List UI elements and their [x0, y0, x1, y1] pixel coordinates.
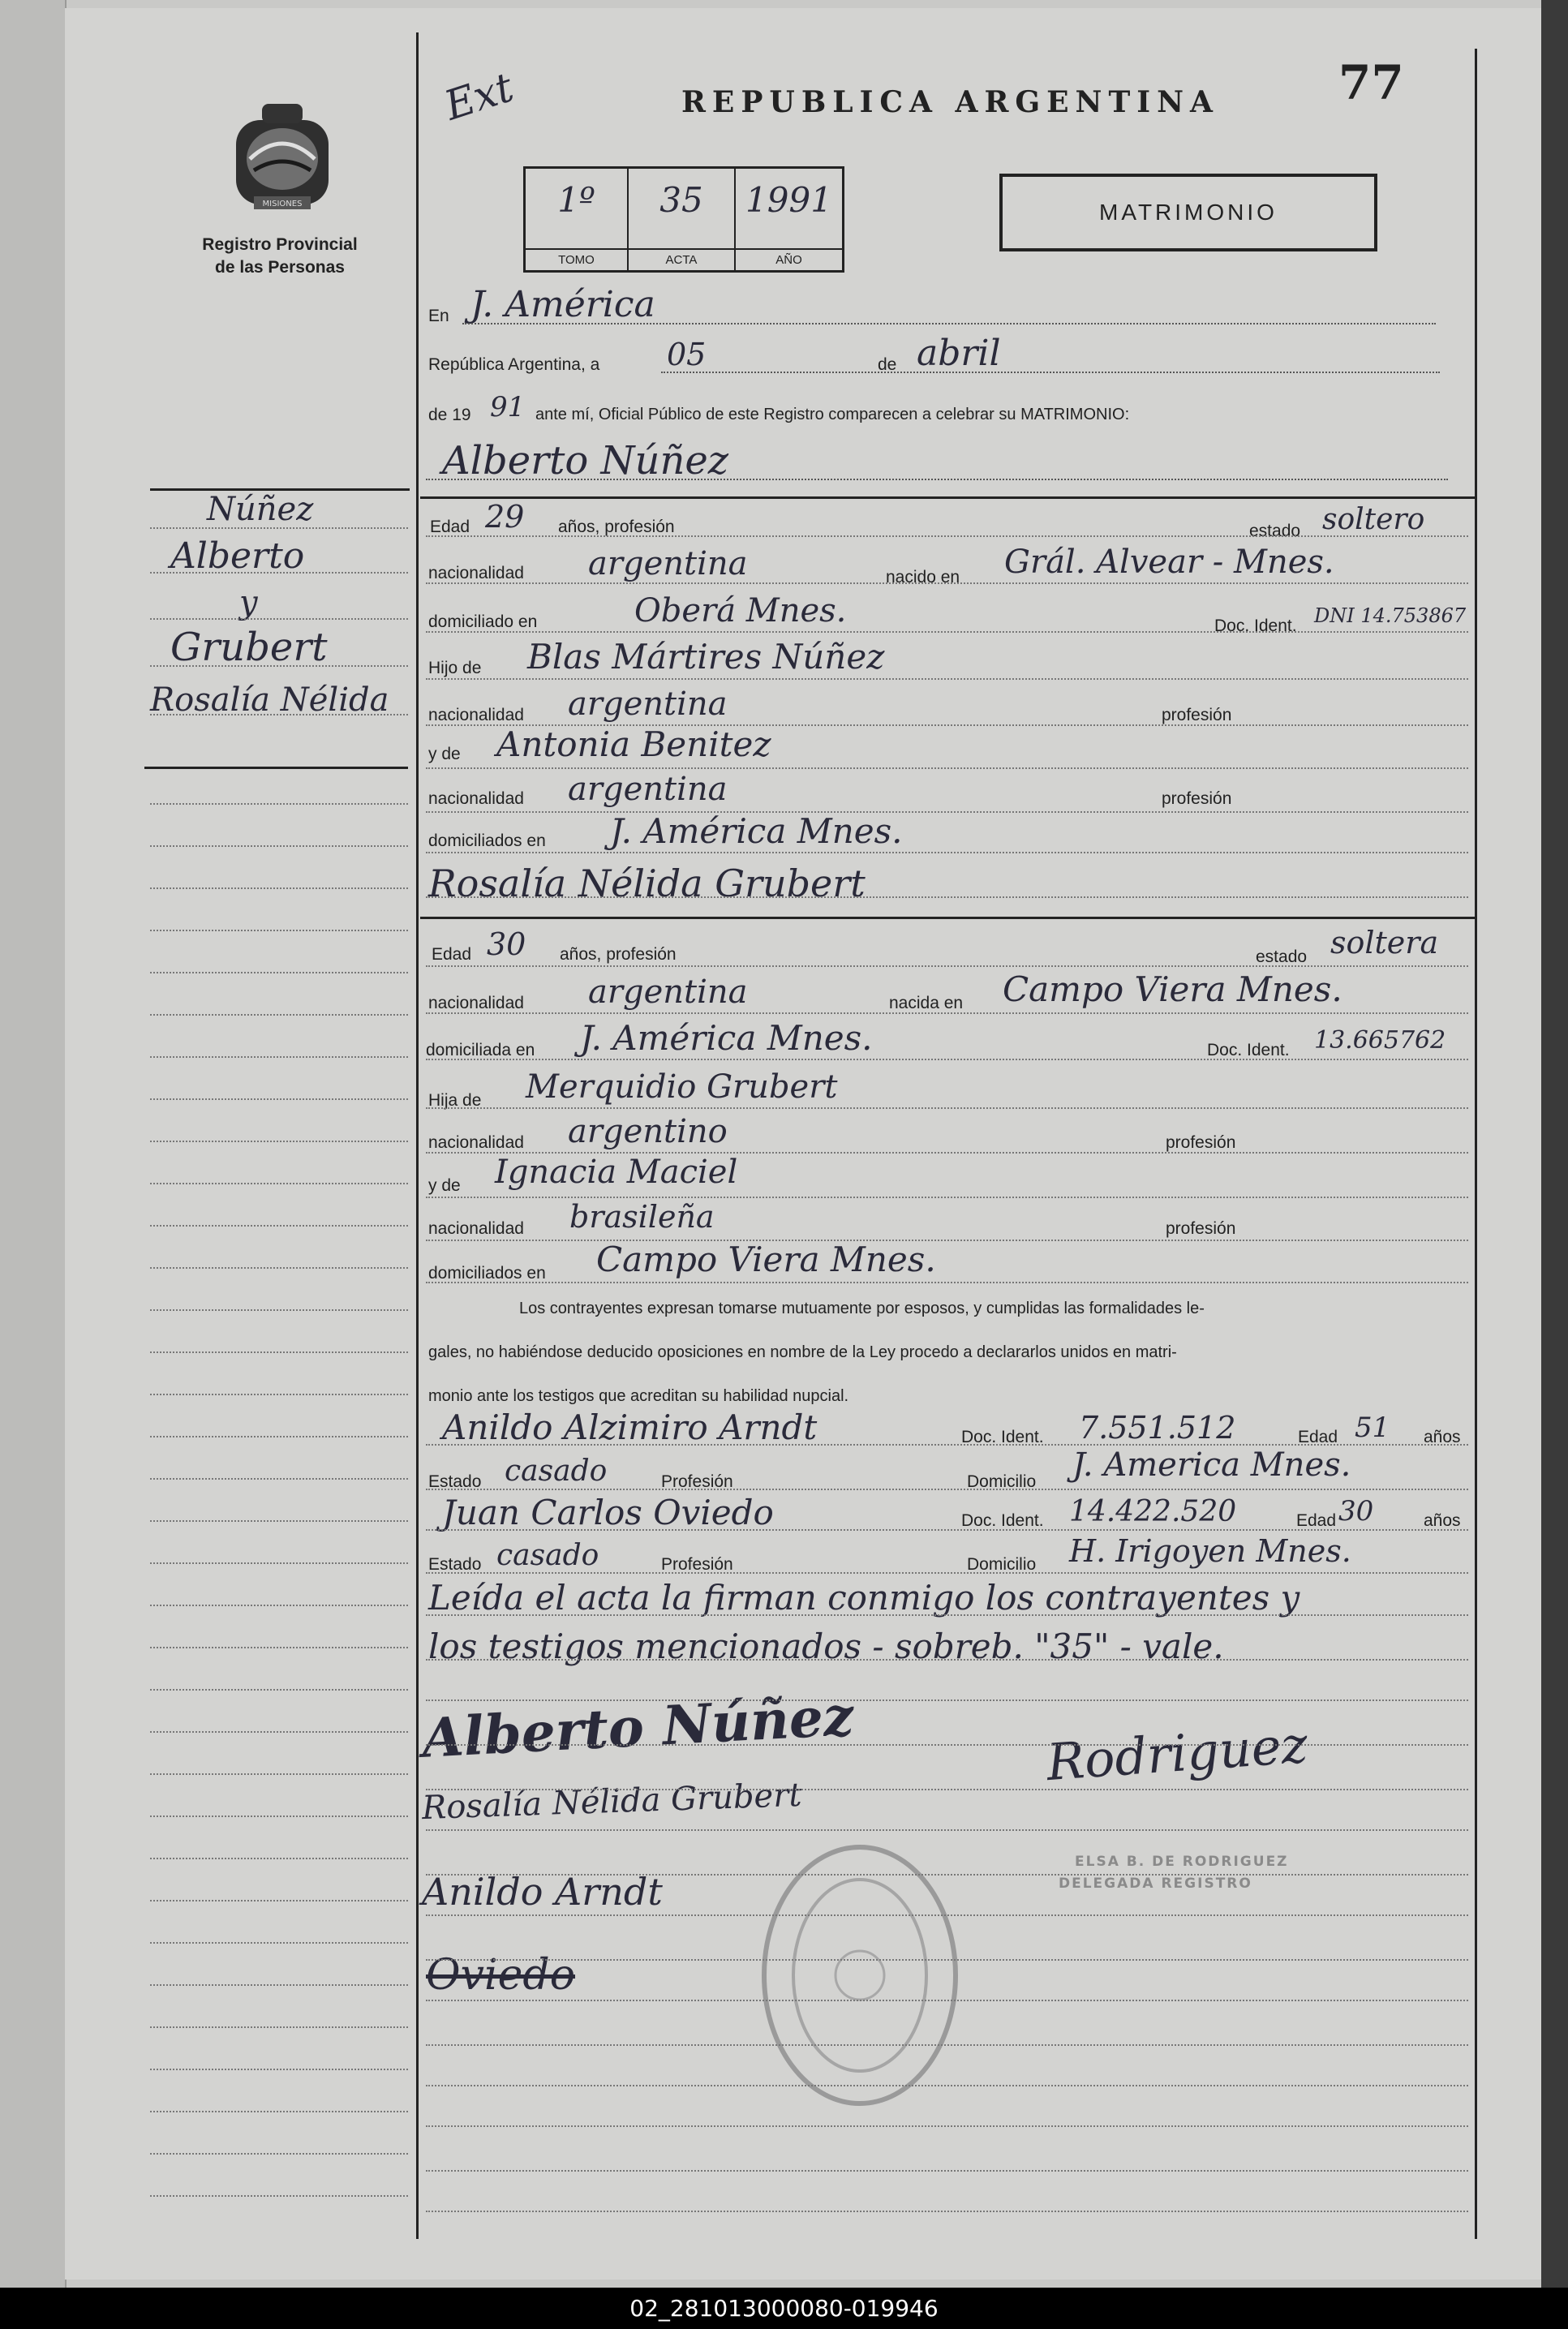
margin-ruled-line: [150, 665, 408, 667]
witness1-edad-label: Edad: [1298, 1428, 1338, 1446]
witness1-estado-label: Estado: [428, 1472, 482, 1491]
ruled-line: [426, 1529, 1468, 1531]
ruled-line: [426, 2211, 1468, 2212]
groom-estado-label: estado: [1249, 522, 1301, 540]
ruled-line: [426, 2125, 1468, 2127]
registry-acta-label: ACTA: [629, 248, 734, 267]
groom-yde-label: y de: [428, 745, 461, 763]
margin-ruled-line: [150, 1309, 408, 1311]
declaration-line3: monio ante los testigos que acreditan su habilidad nupcial.: [428, 1387, 849, 1405]
declaration-line1: Los contrayentes expresan tomarse mutuamente por esposos, y cumplidas las formalidades le-: [519, 1300, 1205, 1317]
groom-nacido-label: nacido en: [886, 568, 960, 587]
bride-dom-label: domiciliada en: [426, 1041, 535, 1059]
registry-tomo-label: TOMO: [526, 248, 627, 267]
ruled-line: [426, 1107, 1468, 1109]
ruled-line: [426, 1197, 1468, 1198]
ruled-line: [426, 582, 1468, 584]
ruled-line: [426, 1572, 1468, 1574]
groom-domicilio: Oberá Mnes.: [634, 592, 847, 630]
image-code-footer: 02_281013000080-019946: [0, 2288, 1568, 2329]
witness1-anos-label: años: [1424, 1428, 1461, 1446]
margin-bride-name: Rosalía Nélida: [150, 681, 389, 719]
ruled-line: [426, 1282, 1468, 1283]
margin-ruled-line: [150, 572, 408, 574]
official-stamp-line1: ELSA B. DE RODRIGUEZ: [1075, 1854, 1289, 1870]
bride-anos-label: años, profesión: [560, 945, 677, 964]
margin-bride-surname: Grubert: [170, 625, 328, 670]
registry-acta-value: 35: [659, 180, 703, 220]
ruled-line: [426, 811, 1468, 813]
date-line: [661, 372, 1440, 373]
bride-doc: 13.665762: [1314, 1026, 1446, 1055]
margin-ruled-line: [150, 2153, 408, 2155]
witness2-prof-label: Profesión: [661, 1555, 733, 1574]
org-line2: de las Personas: [215, 258, 345, 277]
groom-nacido: Grál. Alvear - Mnes.: [1004, 544, 1334, 581]
groom-mother: Antonia Benitez: [496, 724, 771, 764]
ruled-line: [426, 1789, 1468, 1790]
groom-doc: DNI 14.753867: [1314, 604, 1467, 627]
margin-ruled-line: [150, 1689, 408, 1691]
groom-mother-nac-label: nacionalidad: [428, 789, 524, 808]
margin-name: Alberto: [170, 535, 305, 577]
bride-father: Merquidio Grubert: [526, 1068, 838, 1106]
groom-edad-label: Edad: [430, 518, 470, 536]
margin-ruled-line: [150, 1014, 408, 1016]
groom-name-line: [426, 479, 1448, 480]
bride-edad: 30: [487, 926, 526, 962]
declaration-line2: gales, no habiéndose deducido oposiciones en nombre de la Ley procedo a declararlos unidos en matri-: [428, 1343, 1177, 1361]
witness2-doc: 14.422.520: [1069, 1495, 1237, 1528]
bride-domicilio: J. América Mnes.: [580, 1018, 873, 1058]
witness2-estado: casado: [496, 1539, 599, 1572]
groom-anos-label: años, profesión: [558, 518, 675, 536]
official-stamp-line2: DELEGADA REGISTRO: [1059, 1876, 1252, 1892]
groom-dom-label: domiciliado en: [428, 612, 538, 631]
witness2-edad: 30: [1338, 1495, 1374, 1528]
year-value: 91: [490, 391, 526, 423]
ruled-line: [426, 1959, 1468, 1961]
day-value: 05: [667, 337, 707, 372]
witness1-dom-label: Domicilio: [967, 1472, 1037, 1491]
page-title: REPUBLICA ARGENTINA: [681, 85, 1219, 119]
registry-table: [523, 166, 844, 273]
witness1-doc: 7.551.512: [1079, 1410, 1236, 1446]
en-label: En: [428, 307, 449, 325]
groom-doc-label: Doc. Ident.: [1214, 617, 1297, 635]
bride-nacida-label: nacida en: [889, 994, 964, 1012]
document-type-box: MATRIMONIO: [999, 174, 1377, 251]
margin-ruled-line: [150, 1436, 408, 1437]
witness1-doc-label: Doc. Ident.: [961, 1428, 1044, 1446]
margin-ruled-line: [150, 1141, 408, 1142]
bride-name: Rosalía Nélida Grubert: [428, 862, 866, 905]
margin-ruled-line: [150, 930, 408, 931]
ruled-line: [426, 2085, 1468, 2086]
ruled-line: [426, 724, 1468, 726]
bride-estado-label: estado: [1256, 947, 1308, 966]
witness2-signature: Oviedo: [426, 1951, 576, 2000]
bride-hija-label: Hija de: [428, 1091, 482, 1110]
svg-text:MISIONES: MISIONES: [262, 200, 303, 208]
margin-ruled-line: [150, 1942, 408, 1944]
margin-ruled-line: [150, 1351, 408, 1353]
groom-name: Alberto Núñez: [442, 438, 729, 483]
ruled-line: [426, 965, 1468, 967]
bride-father-nac-label: nacionalidad: [428, 1133, 524, 1152]
margin-ruled-line: [150, 1267, 408, 1269]
margin-ruled-line: [150, 1225, 408, 1227]
ruled-line: [426, 1874, 1468, 1876]
margin-ruled-line: [150, 1394, 408, 1395]
margin-and: y: [239, 584, 258, 621]
registry-acta-cell: [629, 169, 736, 270]
margin-ruled-line: [150, 1605, 408, 1606]
ruled-line: [426, 1914, 1468, 1916]
bride-nacionalidad: argentina: [588, 973, 748, 1011]
groom-mother-nac: argentina: [568, 771, 728, 808]
margin-ruled-line: [150, 972, 408, 973]
bride-yde-label: y de: [428, 1176, 461, 1195]
margin-ruled-line: [150, 2111, 408, 2112]
ruled-line: [426, 852, 1468, 853]
groom-signature: Alberto Núñez: [420, 1684, 856, 1770]
margin-ruled-line: [150, 1900, 408, 1901]
organization-name: [187, 234, 373, 279]
ruled-line: [426, 1699, 1468, 1701]
ruled-line: [426, 1659, 1468, 1661]
groom-father-nac: argentina: [568, 685, 728, 723]
margin-ruled-line: [150, 803, 408, 805]
margin-ruled-line: [150, 1183, 408, 1184]
ruled-line: [426, 2000, 1468, 2001]
ruled-line: [426, 1614, 1468, 1616]
ruled-line: [426, 1012, 1468, 1014]
witness1-signature: Anildo Arndt: [422, 1870, 663, 1914]
ruled-line: [426, 1059, 1468, 1060]
bride-nacida: Campo Viera Mnes.: [1003, 969, 1342, 1009]
groom-section-rule: [420, 496, 1475, 499]
margin-ruled-line: [150, 527, 408, 529]
closing-line1: Leída el acta la firman conmigo los contrayentes y: [428, 1578, 1300, 1618]
year-prefix: de 19: [428, 406, 471, 424]
witness2-dom-label: Domicilio: [967, 1555, 1037, 1574]
ext-annotation: Ext: [439, 63, 519, 130]
groom-father-nac-label: nacionalidad: [428, 706, 524, 724]
margin-surname: Núñez: [207, 491, 314, 528]
left-margin-strip: [0, 0, 67, 2288]
groom-nacionalidad: argentina: [588, 545, 748, 582]
bride-estado: soltera: [1330, 925, 1439, 960]
bride-signature: Rosalía Nélida Grubert: [421, 1776, 803, 1828]
ruled-line: [426, 2170, 1468, 2172]
margin-ruled-line: [150, 845, 408, 847]
registry-tomo-value: 1º: [557, 180, 595, 220]
margin-ruled-line: [150, 1984, 408, 1986]
ruled-line: [426, 1829, 1468, 1831]
right-border: [1475, 49, 1477, 2239]
misiones-emblem: [230, 96, 335, 220]
en-value: J. América: [470, 284, 655, 325]
bride-father-nac: argentino: [568, 1113, 728, 1150]
org-line1: Registro Provincial: [202, 235, 358, 254]
groom-mother-prof-label: profesión: [1162, 789, 1232, 808]
bride-parents-dom: Campo Viera Mnes.: [596, 1240, 936, 1279]
witness2-dom: H. Irigoyen Mnes.: [1069, 1533, 1351, 1569]
bride-edad-label: Edad: [432, 945, 472, 964]
ruled-line: [426, 767, 1468, 769]
groom-edad: 29: [485, 499, 525, 535]
margin-ruled-line: [150, 1773, 408, 1775]
margin-ruled-line: [150, 887, 408, 889]
margin-ruled-line: [150, 2195, 408, 2197]
registry-ano-cell: [736, 169, 842, 270]
book-edge: [1541, 0, 1568, 2288]
ruled-line: [426, 678, 1468, 680]
margin-ruled-line: [150, 2026, 408, 2028]
ruled-line: [426, 1744, 1468, 1746]
ruled-line: [426, 1240, 1468, 1241]
ruled-line: [426, 631, 1468, 633]
en-line: [462, 323, 1436, 324]
groom-hijo-label: Hijo de: [428, 659, 482, 677]
margin-ruled-line: [150, 1098, 408, 1100]
registry-ano-label: AÑO: [736, 248, 842, 267]
bride-nac-label: nacionalidad: [428, 994, 524, 1012]
groom-estado: soltero: [1322, 503, 1425, 536]
bride-section-rule: [420, 917, 1475, 919]
ruled-line: [426, 896, 1468, 898]
bride-mother-nac-label: nacionalidad: [428, 1219, 524, 1238]
bride-father-prof-label: profesión: [1166, 1133, 1236, 1152]
margin-ruled-line: [150, 618, 408, 620]
margin-ruled-line: [150, 1816, 408, 1817]
margin-ruled-line: [150, 1520, 408, 1522]
ruled-line: [426, 2044, 1468, 2046]
intro-statement: ante mí, Oficial Público de este Registro comparecen a celebrar su MATRIMONIO:: [535, 406, 1130, 423]
margin-bottom-rule: [144, 767, 408, 769]
witness1-estado: casado: [505, 1455, 608, 1488]
groom-nac-label: nacionalidad: [428, 564, 524, 582]
margin-ruled-line: [150, 1478, 408, 1480]
bride-mother-nac: brasileña: [569, 1199, 715, 1235]
witness2-doc-label: Doc. Ident.: [961, 1511, 1044, 1530]
bride-mother: Ignacia Maciel: [495, 1154, 738, 1191]
margin-ruled-line: [150, 1731, 408, 1733]
witness2-edad-label: Edad: [1296, 1511, 1337, 1530]
month-value: abril: [917, 333, 1001, 374]
column-divider: [416, 32, 419, 2239]
official-signature: Rodriguez: [1044, 1714, 1310, 1793]
margin-ruled-line: [150, 1858, 408, 1859]
ruled-line: [426, 1489, 1468, 1490]
witness1-name: Anildo Alzimiro Arndt: [442, 1407, 818, 1447]
witness2-anos-label: años: [1424, 1511, 1461, 1530]
margin-ruled-line: [150, 1056, 408, 1058]
margin-ruled-line: [150, 1647, 408, 1648]
de-label: de: [878, 355, 897, 374]
bride-mother-prof-label: profesión: [1166, 1219, 1236, 1238]
registry-tomo-cell: [526, 169, 629, 270]
registry-seal-stamp: [758, 1841, 961, 2113]
groom-doms-label: domiciliados en: [428, 831, 546, 850]
ruled-line: [426, 1444, 1468, 1446]
republica-label: República Argentina, a: [428, 355, 600, 374]
margin-ruled-line: [150, 1562, 408, 1564]
witness1-dom: J. America Mnes.: [1072, 1446, 1351, 1484]
witness1-edad: 51: [1355, 1412, 1390, 1444]
witness2-name: Juan Carlos Oviedo: [442, 1493, 774, 1532]
closing-line2: los testigos mencionados - sobreb. "35" - vale.: [428, 1626, 1224, 1666]
page-number: 77: [1338, 55, 1404, 110]
bride-doc-label: Doc. Ident.: [1207, 1041, 1290, 1059]
witness2-estado-label: Estado: [428, 1555, 482, 1574]
witness1-prof-label: Profesión: [661, 1472, 733, 1491]
bride-doms-label: domiciliados en: [428, 1264, 546, 1283]
margin-ruled-line: [150, 2069, 408, 2070]
groom-father-prof-label: profesión: [1162, 706, 1232, 724]
ruled-line: [426, 1152, 1468, 1154]
groom-parents-dom: J. América Mnes.: [610, 811, 903, 851]
margin-ruled-line: [150, 714, 408, 715]
groom-father: Blas Mártires Núñez: [527, 637, 885, 677]
ruled-line: [426, 535, 1468, 537]
registry-ano-value: 1991: [745, 180, 832, 220]
